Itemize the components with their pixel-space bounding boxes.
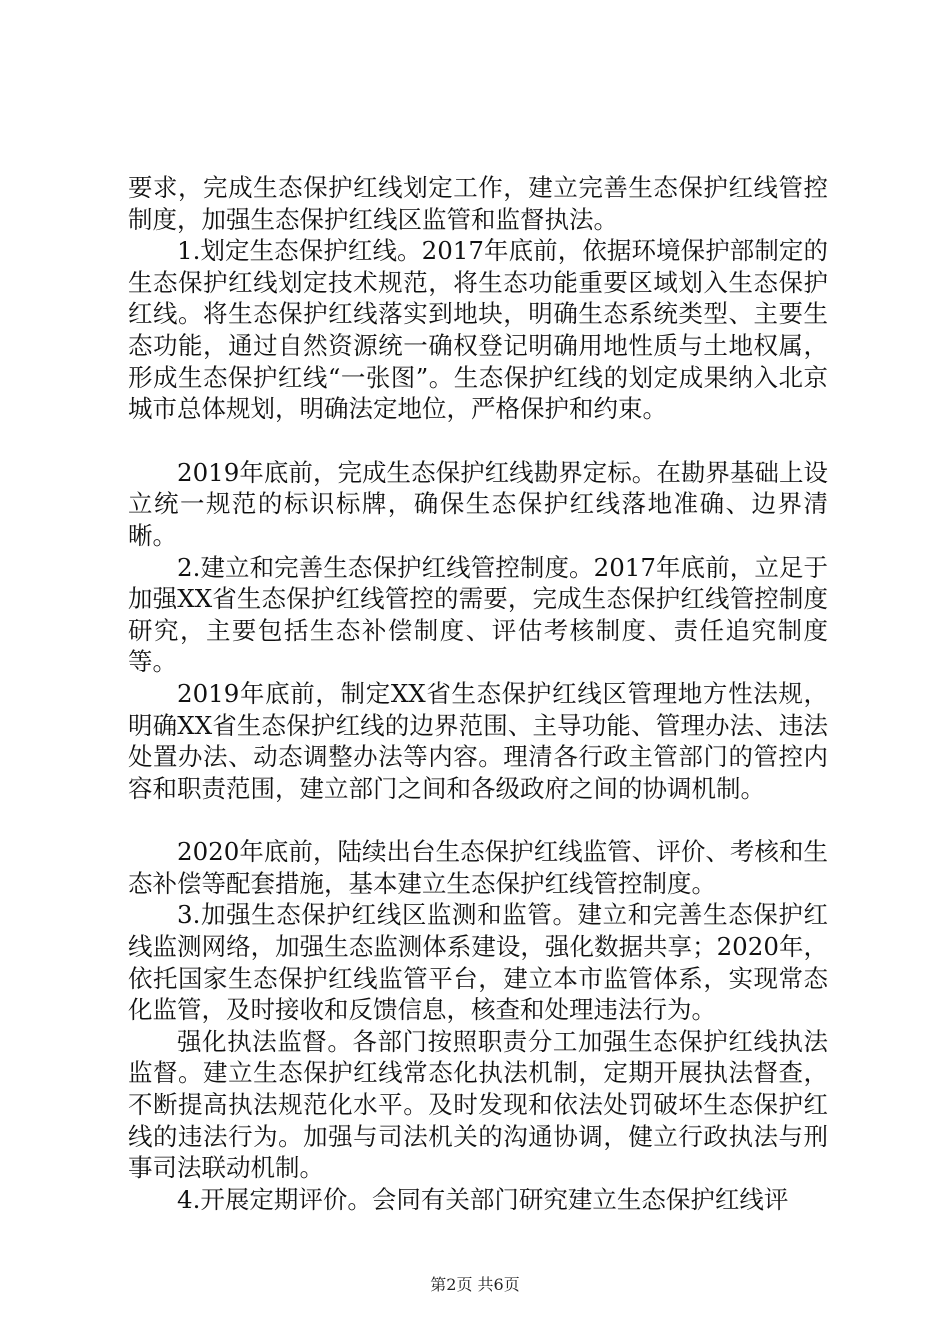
page-number: 第2页 共6页 [430,1275,520,1294]
paragraph-enforcement: 强化执法监督。各部门按照职责分工加强生态保护红线执法监督。建立生态保护红线常态化执法机制，定期开展执法督查，不断提高执法规范化水平。及时发现和依法处罚破坏生态保护红线的违法行为。加强与司法机关的沟通协调，健立行政执法与刑事司法联动机制。 [128,1026,828,1183]
page-footer [0,1275,950,1295]
paragraph-item-1: 1.划定生态保护红线。2017年底前，依据环境保护部制定的生态保护红线划定技术规范，将生态功能重要区域划入生态保护红线。将生态保护红线落实到地块，明确生态系统类型、主要生态功能，通过自然资源统一确权登记明确用地性质与土地权属，形成生态保护红线“一张图”。生态保护红线的划定成果纳入北京城市总体规划，明确法定地位，严格保护和约束。 [128,236,828,424]
paragraph-2020-measures: 2020年底前，陆续出台生态保护红线监管、评价、考核和生态补偿等配套措施，基本建立生态保护红线管控制度。 [128,837,828,898]
paragraph-2019-boundary: 2019年底前，完成生态保护红线勘界定标。在勘界基础上设立统一规范的标识标牌，确保生态保护红线落地准确、边界清晰。 [128,457,828,550]
paragraph-item-3: 3.加强生态保护红线区监测和监管。建立和完善生态保护红线监测网络，加强生态监测体系建设，强化数据共享；2020年，依托国家生态保护红线监管平台，建立本市监管体系，实现常态化监管，及时接收和反馈信息，核查和处理违法行为。 [128,900,828,1025]
paragraph-continuation: 要求，完成生态保护红线划定工作，建立完善生态保护红线管控制度，加强生态保护红线区监管和监督执法。 [128,173,828,234]
document-body [128,172,828,1215]
paragraph-2019-regulation: 2019年底前，制定XX省生态保护红线区管理地方性法规，明确XX省生态保护红线的边界范围、主导功能、管理办法、违法处置办法、动态调整办法等内容。理清各行政主管部门的管控内容和职责范围，建立部门之间和各级政府之间的协调机制。 [128,678,828,803]
paragraph-item-4: 4.开展定期评价。会同有关部门研究建立生态保护红线评 [177,1184,789,1214]
paragraph-item-2: 2.建立和完善生态保护红线管控制度。2017年底前，立足于加强XX省生态保护红线管控的需要，完成生态保护红线管控制度研究，主要包括生态补偿制度、评估考核制度、责任追究制度等。 [128,552,828,677]
